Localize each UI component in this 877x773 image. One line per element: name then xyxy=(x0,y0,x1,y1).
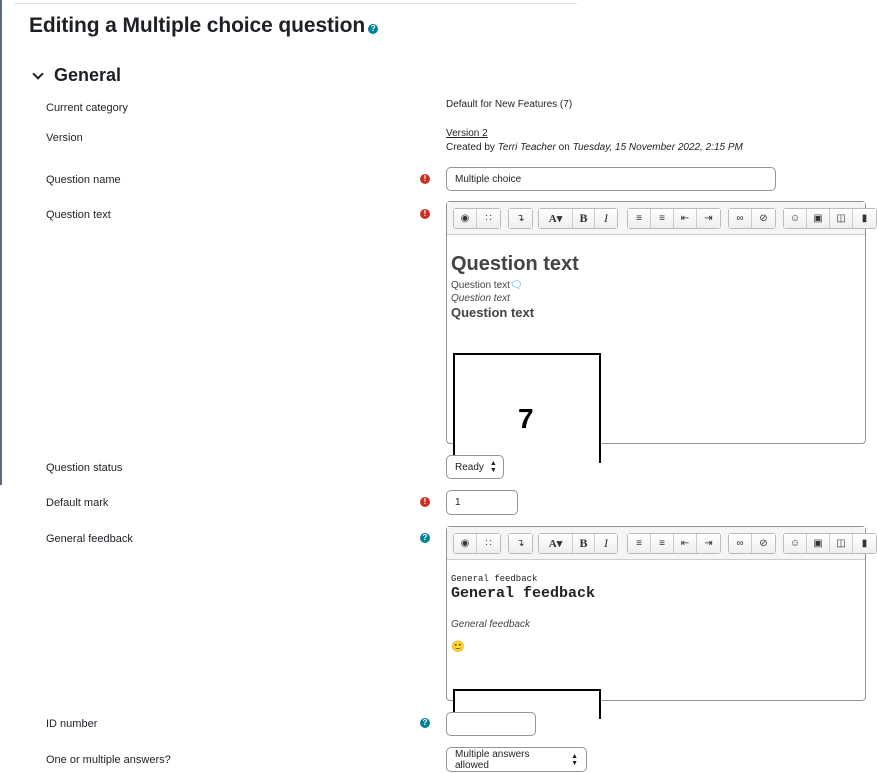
toolbar-group-2 xyxy=(508,533,533,554)
media-icon[interactable]: ◫ xyxy=(830,209,853,228)
help-icon[interactable]: ? xyxy=(368,24,378,34)
required-icon: ! xyxy=(420,174,430,184)
font-style-button[interactable]: A ▾ xyxy=(539,209,573,228)
unlink-icon[interactable]: ⊘ xyxy=(752,534,775,553)
content-image xyxy=(453,353,601,463)
content-heading: Question text xyxy=(451,253,579,275)
version-label: Version xyxy=(46,132,83,144)
created-date: Tuesday, 15 November 2022, 2:15 PM xyxy=(572,142,743,153)
created-prefix: Created by xyxy=(446,142,495,153)
left-border xyxy=(0,0,2,485)
content-italic-text: Question text xyxy=(451,293,510,304)
image-icon[interactable]: ▣ xyxy=(807,209,830,228)
general-feedback-label: General feedback xyxy=(46,533,133,545)
select-arrows-icon: ▲ ▼ xyxy=(489,460,497,474)
emoji-icon[interactable]: ☺ xyxy=(784,534,807,553)
question-text-editor[interactable] xyxy=(446,201,866,444)
unordered-list-icon[interactable]: ≡ xyxy=(628,534,651,553)
content-italic-text: General feedback xyxy=(451,619,530,630)
emoji-smile-icon: 🙂 xyxy=(451,641,465,653)
date-prefix: on xyxy=(558,142,570,153)
editor-toolbar xyxy=(447,202,868,235)
toolbar-group-4 xyxy=(627,208,721,229)
help-icon[interactable]: ? xyxy=(420,718,430,728)
toolbar-group-6 xyxy=(783,208,877,229)
version-link[interactable]: Version 2 xyxy=(446,128,488,139)
image-icon[interactable]: ▣ xyxy=(807,534,830,553)
speech-bubble-icon: 🗨 xyxy=(509,280,523,291)
toolbar-group-2 xyxy=(508,208,533,229)
current-category-label: Current category xyxy=(46,102,128,114)
toolbar-group-5 xyxy=(728,533,776,554)
emoji-icon[interactable]: ☺ xyxy=(784,209,807,228)
show-more-icon[interactable]: ↴ xyxy=(509,534,532,553)
unlink-icon[interactable]: ⊘ xyxy=(752,209,775,228)
id-number-label: ID number xyxy=(46,718,98,730)
question-text-label: Question text xyxy=(46,209,111,221)
answers-label: One or multiple answers? xyxy=(46,754,171,766)
help-icon[interactable]: ? xyxy=(420,533,430,543)
ordered-list-icon[interactable]: ≡ xyxy=(651,534,674,553)
chevron-down-icon xyxy=(32,68,43,79)
default-mark-input[interactable]: 1 xyxy=(446,490,518,515)
more-icon[interactable]: ▮ xyxy=(853,209,876,228)
toolbar-group-6 xyxy=(783,533,877,554)
italic-button[interactable]: I xyxy=(595,534,617,553)
required-icon: ! xyxy=(420,497,430,507)
content-mono-heading: General feedback xyxy=(451,585,596,602)
unordered-list-icon[interactable]: ≡ xyxy=(628,209,651,228)
question-name-input[interactable]: Multiple choice xyxy=(446,167,776,191)
editor-toolbar xyxy=(447,527,868,560)
version-created-info xyxy=(446,142,743,153)
toolbar-group-1 xyxy=(453,208,501,229)
indent-icon[interactable]: ⇥ xyxy=(697,209,720,228)
font-style-button[interactable]: A ▾ xyxy=(539,534,573,553)
image-digit: 7 xyxy=(518,403,534,434)
accessibility-icon[interactable]: ◉ xyxy=(454,209,477,228)
author-name: Terri Teacher xyxy=(497,142,556,153)
question-text-content[interactable] xyxy=(447,253,865,434)
question-status-select[interactable]: Ready ▲ ▼ xyxy=(446,455,504,479)
select-arrows-icon: ▲ ▼ xyxy=(571,752,578,767)
toolbar-group-4 xyxy=(627,533,721,554)
content-small-mono: General feedback xyxy=(451,574,538,584)
current-category-value: Default for New Features (7) xyxy=(446,99,573,110)
page-title: Editing a Multiple choice question ? xyxy=(29,14,378,38)
question-status-label: Question status xyxy=(46,462,123,474)
top-divider xyxy=(14,3,577,4)
outdent-icon[interactable]: ⇤ xyxy=(674,534,697,553)
bold-button[interactable]: B xyxy=(573,209,595,228)
toolbar-group-1 xyxy=(453,533,501,554)
toolbar-group-3 xyxy=(538,208,618,229)
show-more-icon[interactable]: ↴ xyxy=(509,209,532,228)
italic-button[interactable]: I xyxy=(595,209,617,228)
id-number-input[interactable] xyxy=(446,712,536,736)
required-icon: ! xyxy=(420,209,430,219)
link-icon[interactable]: ∞ xyxy=(729,534,752,553)
section-title: General xyxy=(54,65,122,85)
question-name-label: Question name xyxy=(46,174,121,186)
table-icon[interactable]: ∷ xyxy=(477,209,500,228)
link-icon[interactable]: ∞ xyxy=(729,209,752,228)
indent-icon[interactable]: ⇥ xyxy=(697,534,720,553)
toolbar-group-5 xyxy=(728,208,776,229)
outdent-icon[interactable]: ⇤ xyxy=(674,209,697,228)
content-bold-text: Question text xyxy=(451,305,535,320)
default-mark-label: Default mark xyxy=(46,497,109,509)
table-icon[interactable]: ∷ xyxy=(477,534,500,553)
general-feedback-editor[interactable] xyxy=(446,526,866,701)
general-feedback-content[interactable] xyxy=(447,574,865,653)
more-icon[interactable]: ▮ xyxy=(853,534,876,553)
answers-select[interactable]: Multiple answers allowed ▲ ▼ xyxy=(446,747,587,772)
toolbar-group-3 xyxy=(538,533,618,554)
bold-button[interactable]: B xyxy=(573,534,595,553)
section-toggle-general[interactable] xyxy=(34,65,121,86)
media-icon[interactable]: ◫ xyxy=(830,534,853,553)
accessibility-icon[interactable]: ◉ xyxy=(454,534,477,553)
content-paragraph: Question text🗨 xyxy=(451,280,523,291)
ordered-list-icon[interactable]: ≡ xyxy=(651,209,674,228)
